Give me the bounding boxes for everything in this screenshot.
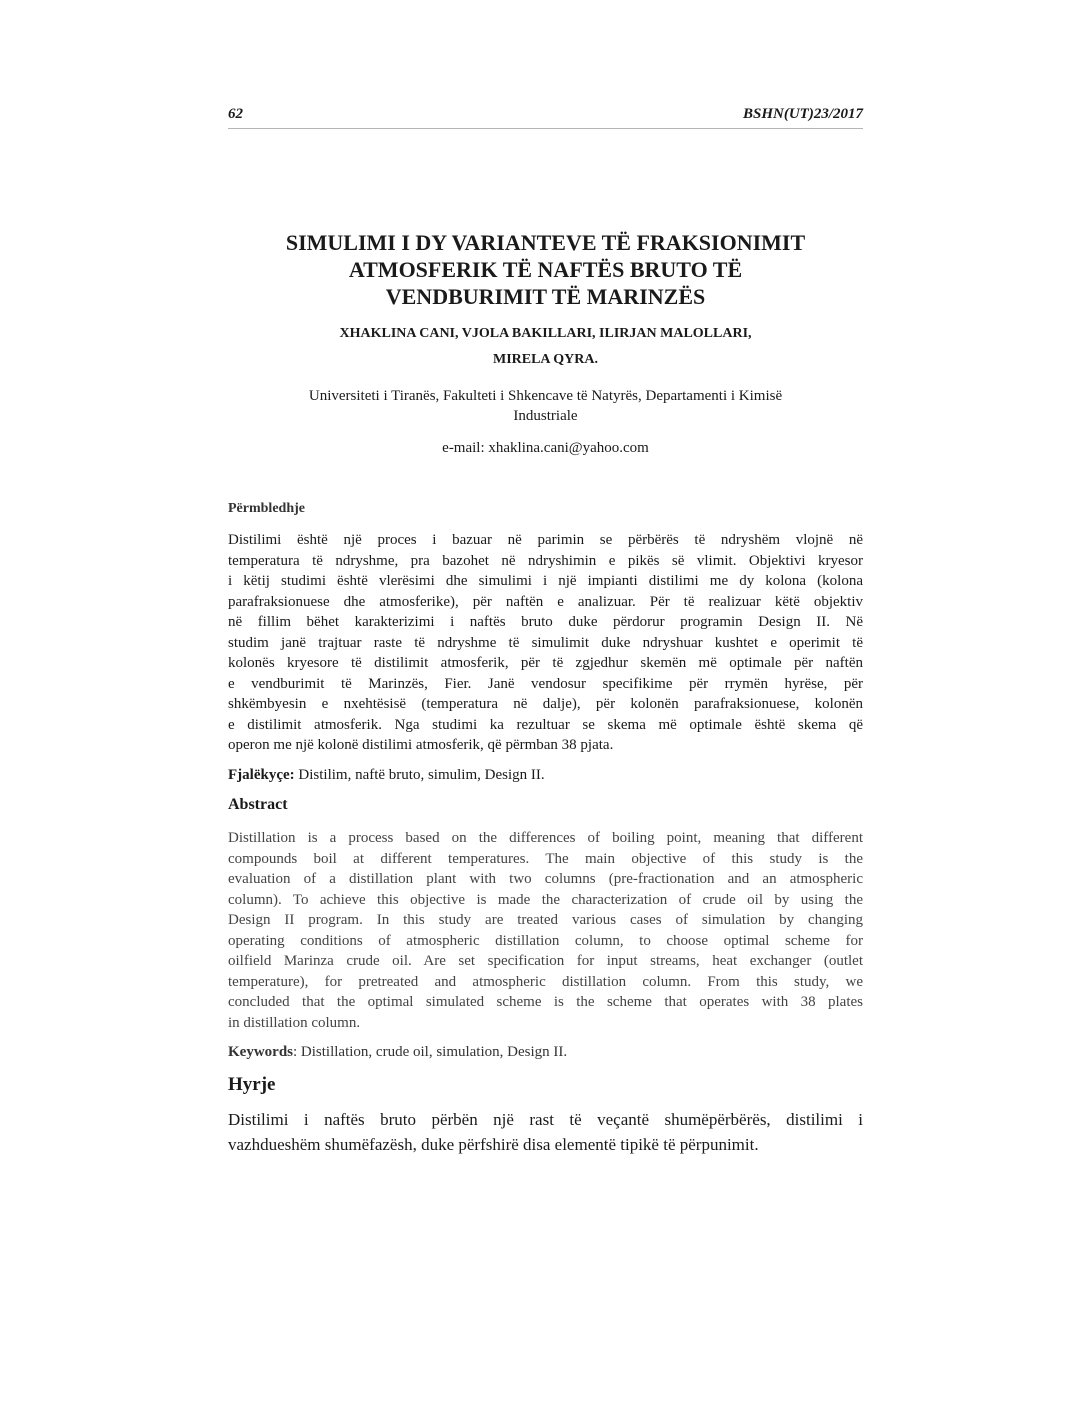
abstract-line: oilfield Marinza crude oil. Are set specification for input streams, heat exchanger (outlet bbox=[228, 953, 863, 969]
keywords-text: Distilim, naftë bruto, simulim, Design II. bbox=[294, 767, 545, 783]
authors-line: MIRELA QYRA. bbox=[492, 352, 598, 367]
title-line: VENDBURIMIT TË MARINZËS bbox=[385, 284, 706, 309]
permbledhje-line: parafraksionuese dhe atmosferike), për naftën e analizuar. Për të realizuar këtë objektiv bbox=[228, 593, 863, 610]
keywords-label: Keywords bbox=[228, 1044, 293, 1060]
abstract-body bbox=[228, 828, 863, 1033]
abstract-line: concluded that the optimal simulated scheme is the scheme that operates with 38 plates bbox=[228, 994, 863, 1010]
permbledhje-body bbox=[228, 530, 863, 756]
keywords-text: : Distillation, crude oil, simulation, Design II. bbox=[293, 1044, 568, 1060]
permbledhje-line: operon me një kolonë distilimi atmosferik, që përmban 38 pjata. bbox=[228, 737, 614, 753]
abstract-line: column). To achieve this objective is made the characterization of crude oil by using the bbox=[228, 891, 863, 908]
permbledhje-heading: Përmbledhje bbox=[228, 501, 305, 516]
affiliation-line: Universiteti i Tiranës, Fakulteti i Shkencave të Natyrës, Departamenti i Kimisë bbox=[308, 388, 783, 404]
permbledhje-line: në fillim bëhet karakterizimi i naftës bruto duke përdorur programin Design II. Në bbox=[228, 614, 863, 630]
contact-email: e-mail: xhaklina.cani@yahoo.com bbox=[442, 440, 649, 456]
permbledhje-line: e vendburimit të Marinzës, Fier. Janë vendosur specifikime për rrymën hyrëse, për bbox=[228, 675, 863, 692]
permbledhje-line: i këtij studimi është vlerësimi dhe simulimi i një impianti distilimi me dy kolona (kolona bbox=[228, 573, 863, 589]
introduction-body bbox=[228, 1107, 863, 1157]
keywords-label: Fjalëkyçe: bbox=[228, 767, 295, 783]
authors-line: XHAKLINA CANI, VJOLA BAKILLARI, ILIRJAN MALOLLARI, bbox=[339, 326, 752, 341]
keywords-english bbox=[228, 1044, 567, 1061]
abstract-line: in distillation column. bbox=[228, 1014, 361, 1031]
affiliation bbox=[228, 386, 863, 426]
permbledhje-line: e distilimit atmosferik. Nga studimi ka rezultuar se skema më optimale është skema që bbox=[228, 716, 863, 733]
running-header bbox=[228, 104, 863, 129]
abstract-line: temperature), for pretreated and atmospheric distillation column. From this study, we bbox=[228, 973, 863, 990]
title-line: ATMOSFERIK TË NAFTËS BRUTO TË bbox=[348, 257, 743, 282]
permbledhje-line: Distilimi është një proces i bazuar në parimin se përbërës të ndryshëm vlojnë në bbox=[228, 532, 863, 548]
journal-reference: BSHN(UT)23/2017 bbox=[743, 106, 863, 122]
keywords-albanian bbox=[228, 767, 545, 784]
permbledhje-line: shkëmbyesin e nxehtësisë (temperatura në dalje), për kolonën parafraksionuese, kolonën bbox=[228, 696, 863, 712]
abstract-line: Distillation is a process based on the differences of boiling point, meaning that different bbox=[228, 830, 863, 846]
abstract-line: evaluation of a distillation plant with two columns (pre-fractionation and an atmospheric bbox=[228, 871, 863, 887]
introduction-line: Distilimi i naftës bruto përbën një rast të veçantë shumëpërbërës, distilimi i bbox=[228, 1110, 863, 1129]
introduction-line: vazhdueshëm shumëfazësh, duke përfshirë disa elementë tipikë të përpunimit. bbox=[228, 1135, 759, 1154]
introduction-heading: Hyrje bbox=[228, 1074, 276, 1095]
permbledhje-line: studim janë trajtuar raste të ndryshme të simulimit duke ndryshuar kushtet e operimit të bbox=[228, 634, 863, 651]
abstract-heading: Abstract bbox=[228, 796, 288, 813]
author-list bbox=[228, 324, 863, 370]
abstract-line: operating conditions of atmospheric distillation column, to choose optimal scheme for bbox=[228, 932, 863, 949]
permbledhje-line: temperatura të ndryshme, pra bazohet në ndryshimin e pikës së vlimit. Objektivi kryesor bbox=[228, 552, 863, 569]
abstract-line: compounds boil at different temperatures. The main objective of this study is the bbox=[228, 850, 863, 867]
paper-title bbox=[228, 229, 863, 310]
title-line: SIMULIMI I DY VARIANTEVE TË FRAKSIONIMIT bbox=[285, 230, 806, 255]
affiliation-line: Industriale bbox=[513, 408, 578, 424]
permbledhje-line: kolonës kryesore të distilimit atmosferik, për të zgjedhur skemën më optimale për naftën bbox=[228, 655, 863, 671]
abstract-line: Design II program. In this study are treated various cases of simulation by changing bbox=[228, 912, 863, 928]
page-number: 62 bbox=[228, 106, 243, 122]
